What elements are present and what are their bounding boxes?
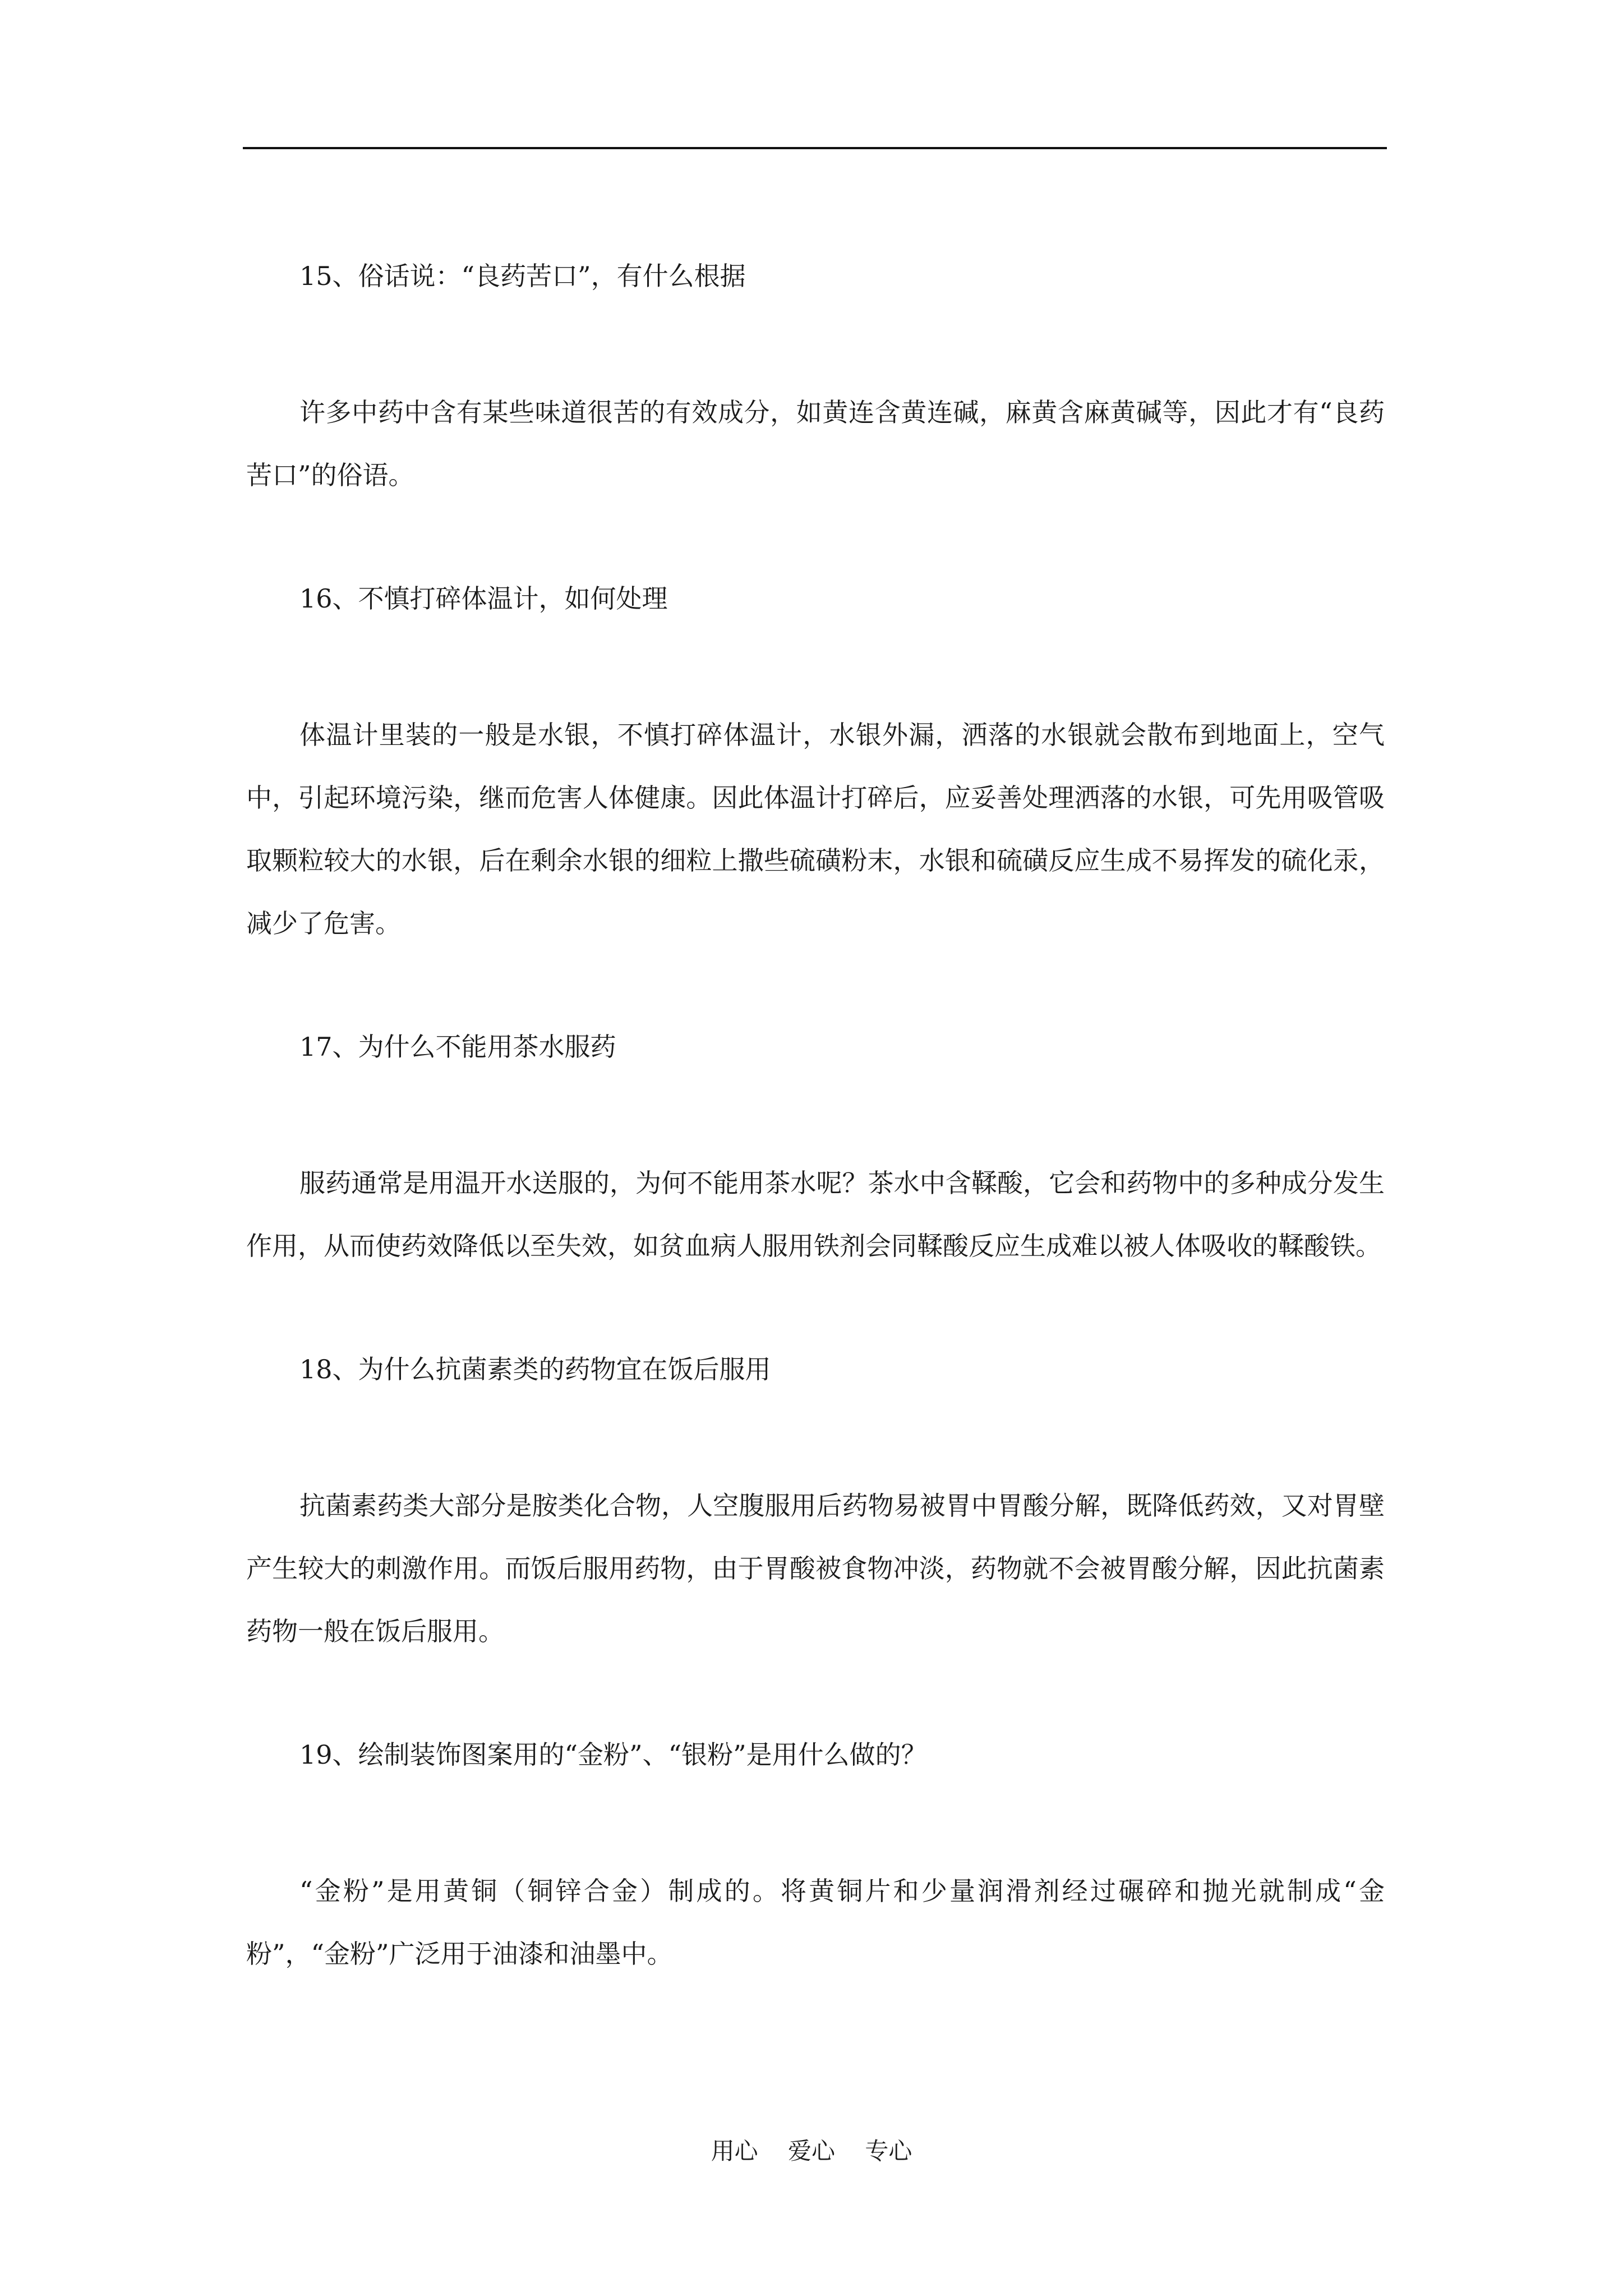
question-19: 19、绘制装饰图案用的“金粉”、“银粉”是用什么做的？ [299, 1740, 927, 1770]
question-16: 16、不慎打碎体温计，如何处理 [299, 583, 668, 614]
answer-15: 许多中药中含有某些味道很苦的有效成分，如黄连含黄连碱，麻黄含麻黄碱等，因此才有“良药苦口”的俗语。 [246, 397, 1385, 490]
document-body [246, 258, 1385, 2059]
question-17: 17、为什么不能用茶水服药 [299, 1032, 616, 1062]
answer-19: “金粉”是用黄铜（铜锌合金）制成的。将黄铜片和少量润滑剂经过碾碎和抛光就制成“金粉”，“金粉”广泛用于油漆和油墨中。 [246, 1876, 1385, 1969]
answer-18: 抗菌素药类大部分是胺类化合物，人空腹服用后药物易被胃中胃酸分解，既降低药效，又对胃壁产生较大的刺激作用。而饭后服用药物，由于胃酸被食物冲淡，药物就不会被胃酸分解，因此抗菌素药物一般在饭后服用。 [246, 1490, 1385, 1646]
answer-16: 体温计里装的一般是水银，不慎打碎体温计，水银外漏，洒落的水银就会散布到地面上，空气中，引起环境污染，继而危害人体健康。因此体温计打碎后，应妥善处理洒落的水银，可先用吸管吸取颗粒较大的水银，后在剩余水银的细粒上撒些硫磺粉末，水银和硫磺反应生成不易挥发的硫化汞，减少了危害。 [246, 720, 1385, 938]
header-rule [243, 147, 1387, 149]
question-15: 15、俗话说：“良药苦口”，有什么根据 [299, 261, 746, 291]
question-18: 18、为什么抗菌素类的药物宜在饭后服用 [299, 1354, 771, 1384]
answer-17: 服药通常是用温开水送服的，为何不能用茶水呢？茶水中含鞣酸，它会和药物中的多种成分发生作用，从而使药效降低以至失效，如贫血病人服用铁剂会同鞣酸反应生成难以被人体吸收的鞣酸铁。 [246, 1168, 1385, 1261]
page-footer: 用心 爱心 专心 [711, 2137, 912, 2165]
